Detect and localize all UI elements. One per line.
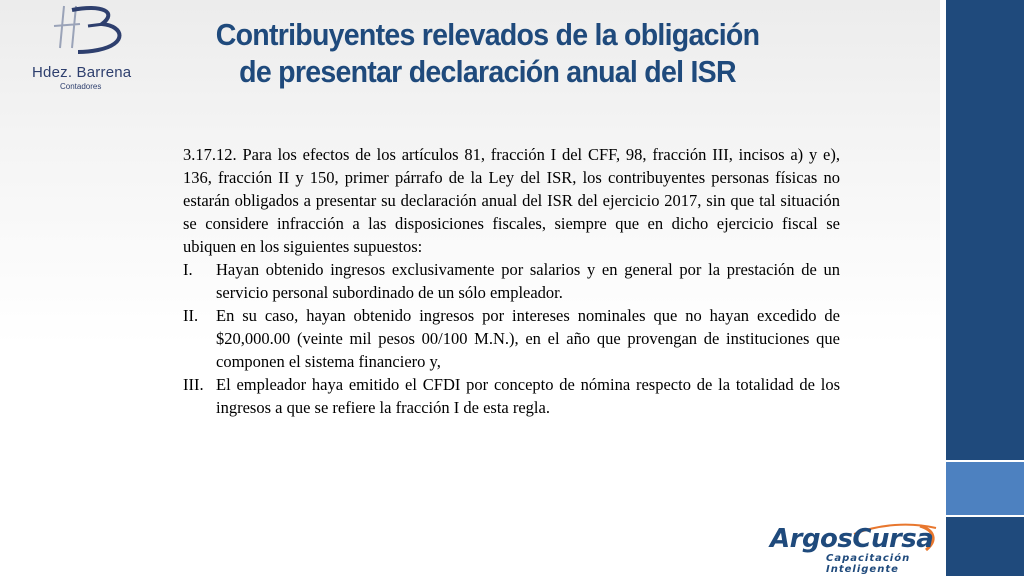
list-item-number: I. [183,260,193,279]
logo-name: Hdez. Barrena [32,64,132,81]
slide-title [177,16,798,90]
slide-body [183,143,840,419]
argoscursa-logo [770,522,940,576]
right-sidebar-decoration [940,0,1024,576]
list-item-number: II. [183,306,199,325]
logo-subtitle: Contadores [60,82,102,91]
title-line-1: Contribuyentes relevados de la obligación [215,17,760,52]
brand-tagline [826,553,910,575]
list-item-text: El empleador haya emitido el CFDI por concepto de nómina respecto de la totalidad de los ingresos a que se refiere la fracción I de esta regla. [216,375,840,417]
list-item-text: Hayan obtenido ingresos exclusivamente por salarios y en general por la prestación de un servicio personal subordinado de un sólo empleador. [216,260,840,302]
sidebar-light-band [946,462,1024,515]
brand-name: ArgosCursa [770,524,934,554]
sidebar-dark-band [946,0,1024,460]
supuestos-list [183,258,840,419]
list-item-number: III. [183,375,204,394]
list-item [183,373,840,419]
hdez-barrena-logo [32,2,142,92]
hb-monogram-icon [32,2,142,66]
title-line-2: de presentar declaración anual del ISR [239,54,736,89]
brand-tagline-2: Inteligente [826,564,899,575]
sidebar-bottom-band [946,517,1024,576]
list-item-text: En su caso, hayan obtenido ingresos por intereses nominales que no hayan excedido de $20,000.00 (veinte mil pesos 00/100 M.N.), en el año que provengan de instituciones que componen el sistema financiero y, [216,306,840,371]
list-item [183,304,840,373]
brand-tagline-1: Capacitación [826,553,911,564]
list-item [183,258,840,304]
intro-paragraph: 3.17.12. Para los efectos de los artículos 81, fracción I del CFF, 98, fracción III, incisos a) y e), 136, fracción II y 150, primer párrafo de la Ley del ISR, los contribuyentes personas físicas no estarán obligados a presentar su declaración anual del ISR del ejercicio 2017, sin que tal situación se considere infracción a las disposiciones fiscales, siempre que en dicho ejercicio fiscal se ubiquen en los siguientes supuestos: [183,145,840,256]
